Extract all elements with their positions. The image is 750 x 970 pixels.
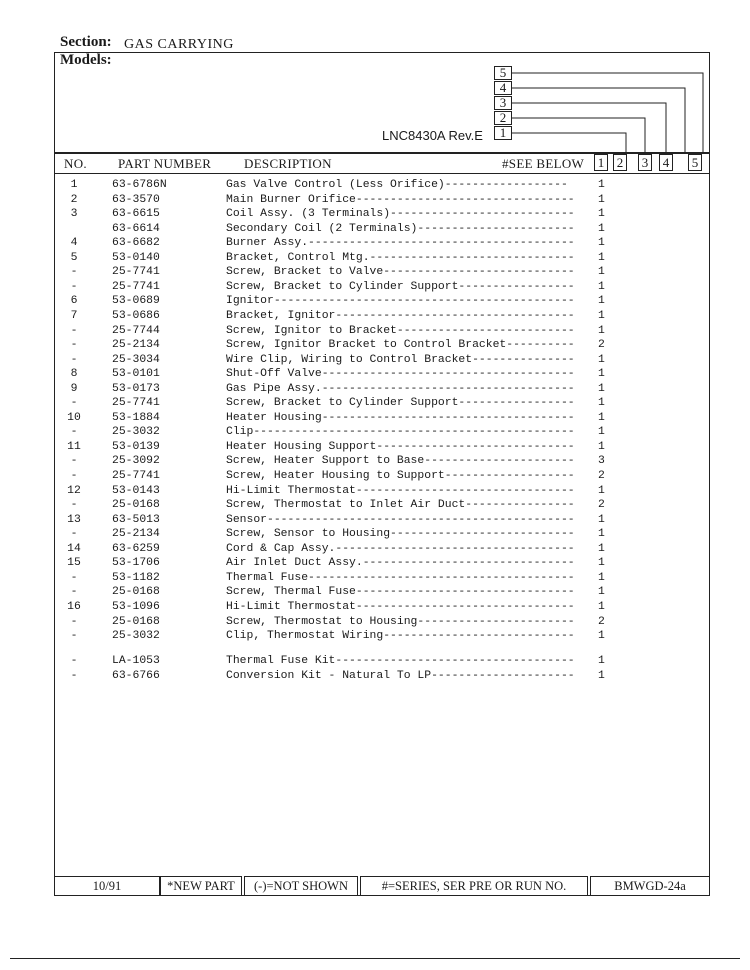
description: Cord & Cap Assy.----------------------------------- <box>226 542 575 555</box>
part-number: 53-1182 <box>112 571 160 584</box>
table-row <box>56 440 686 455</box>
part-number: 25-2134 <box>112 339 160 352</box>
item-number: - <box>70 470 78 482</box>
part-number: 25-7741 <box>112 280 160 293</box>
quantity: 1 <box>598 542 605 555</box>
table-row <box>56 251 686 266</box>
table-row <box>56 294 686 309</box>
table-row <box>56 556 686 571</box>
part-number: 25-2134 <box>112 528 160 541</box>
item-number: 12 <box>67 484 81 497</box>
item-number: - <box>70 615 78 628</box>
item-number: - <box>70 571 78 584</box>
part-number: 53-0689 <box>112 295 160 308</box>
description: Screw, Heater Housing to Support------------------- <box>226 470 575 482</box>
table-row <box>56 236 686 251</box>
quantity: 1 <box>598 484 605 497</box>
description: Thermal Fuse Kit----------------------------------- <box>226 655 575 667</box>
description: Screw, Thermostat to Inlet Air Duct---------------- <box>226 499 575 512</box>
item-number: 9 <box>70 382 78 395</box>
table-row <box>56 396 686 411</box>
part-number: 53-0101 <box>112 368 160 381</box>
variant-box-5: 5 <box>494 66 512 80</box>
quantity: 1 <box>598 353 605 366</box>
item-number: 1 <box>70 179 78 191</box>
description: Screw, Thermostat to Housing----------------------- <box>226 615 575 628</box>
description: Hi-Limit Thermostat-------------------------------- <box>226 600 575 613</box>
quantity: 1 <box>598 411 605 424</box>
part-number: 25-7741 <box>112 470 160 482</box>
footer-doc-code: BMWGD-24a <box>590 876 710 896</box>
item-number: - <box>70 528 78 541</box>
table-row <box>56 600 686 615</box>
footer-date: 10/91 <box>54 876 160 896</box>
description: Gas Valve Control (Less Orifice)------------------ <box>226 179 568 191</box>
item-number: - <box>70 630 78 643</box>
part-number: 53-0143 <box>112 484 160 497</box>
part-number: 53-0173 <box>112 382 160 395</box>
table-row <box>56 222 686 237</box>
item-number: 3 <box>70 208 78 221</box>
description: Screw, Heater Support to Base---------------------- <box>226 455 575 468</box>
description: Air Inlet Duct Assy.------------------------------- <box>226 557 575 570</box>
quantity: 1 <box>598 557 605 570</box>
quantity: 1 <box>598 426 605 439</box>
quantity: 1 <box>598 179 605 191</box>
part-number: 53-0139 <box>112 440 160 453</box>
description: Burner Assy.--------------------------------------- <box>226 237 575 250</box>
part-number: 25-7741 <box>112 266 160 279</box>
item-number: - <box>70 397 78 410</box>
description: Wire Clip, Wiring to Control Bracket--------------- <box>226 353 575 366</box>
part-number: 25-3034 <box>112 353 160 366</box>
description: Clip----------------------------------------------- <box>226 426 575 439</box>
item-number: 6 <box>70 295 78 308</box>
item-number: - <box>70 499 78 512</box>
col-part-number: PART NUMBER <box>118 156 212 171</box>
description: Thermal Fuse--------------------------------------- <box>226 571 575 584</box>
table-row <box>56 309 686 324</box>
footer-series-note: #=SERIES, SER PRE OR RUN NO. <box>360 876 588 896</box>
item-number: 13 <box>67 513 81 526</box>
description: Heater Housing------------------------------------- <box>226 411 575 424</box>
table-row <box>56 615 686 630</box>
series-box-2: 2 <box>613 154 627 171</box>
quantity: 1 <box>598 324 605 337</box>
quantity: 1 <box>598 309 605 322</box>
quantity: 1 <box>598 397 605 410</box>
part-number: 53-0140 <box>112 251 160 264</box>
page-bottom-rule <box>10 958 740 959</box>
quantity: 2 <box>598 470 605 482</box>
table-row <box>56 382 686 397</box>
table-row <box>56 324 686 339</box>
item-number: 14 <box>67 542 81 555</box>
description: Screw, Ignitor Bracket to Control Bracket---------- <box>226 339 575 352</box>
table-row <box>56 498 686 513</box>
table-row <box>56 454 686 469</box>
models-label: Models: <box>60 52 112 68</box>
part-number: 63-5013 <box>112 513 160 526</box>
table-row <box>56 513 686 528</box>
part-number: 53-1096 <box>112 600 160 613</box>
description: Bracket, Ignitor----------------------------------- <box>226 309 575 322</box>
item-number: - <box>70 353 78 366</box>
quantity: 1 <box>598 669 605 682</box>
description: Secondary Coil (2 Terminals)----------------------- <box>226 222 575 235</box>
series-box-3: 3 <box>638 154 652 171</box>
footer-not-shown: (-)=NOT SHOWN <box>244 876 358 896</box>
item-number: - <box>70 455 78 468</box>
description: Conversion Kit - Natural To LP--------------------- <box>226 669 575 682</box>
table-row <box>56 542 686 557</box>
col-description: DESCRIPTION <box>244 156 332 171</box>
table-row <box>56 411 686 426</box>
item-number: - <box>70 280 78 293</box>
item-number: - <box>70 586 78 599</box>
table-row <box>56 469 686 484</box>
description: Coil Assy. (3 Terminals)--------------------------- <box>226 208 575 221</box>
quantity: 1 <box>598 382 605 395</box>
part-number: 25-0168 <box>112 615 160 628</box>
table-row <box>56 571 686 586</box>
part-number: 25-7741 <box>112 397 160 410</box>
variant-box-3: 3 <box>494 96 512 110</box>
table-row <box>56 484 686 499</box>
variant-box-4: 4 <box>494 81 512 95</box>
part-number: 25-3092 <box>112 455 160 468</box>
variant-box-1: 1 <box>494 126 512 140</box>
part-number: 63-3570 <box>112 193 160 206</box>
description: Sensor--------------------------------------------- <box>226 513 575 526</box>
description: Shut-Off Valve------------------------------------- <box>226 368 575 381</box>
quantity: 1 <box>598 630 605 643</box>
quantity: 2 <box>598 499 605 512</box>
quantity: 1 <box>598 280 605 293</box>
quantity: 1 <box>598 295 605 308</box>
series-connector-lines <box>0 0 750 175</box>
part-number: 53-0686 <box>112 309 160 322</box>
description: Gas Pipe Assy.------------------------------------- <box>226 382 575 395</box>
part-number: 63-6259 <box>112 542 160 555</box>
part-number: 25-3032 <box>112 630 160 643</box>
series-box-1: 1 <box>594 154 608 171</box>
description: Ignitor-------------------------------------------- <box>226 295 575 308</box>
part-number: 63-6786N <box>112 179 167 191</box>
description: Bracket, Control Mtg.------------------------------ <box>226 251 575 264</box>
part-number: 25-3032 <box>112 426 160 439</box>
col-no: NO. <box>64 156 87 171</box>
quantity: 1 <box>598 528 605 541</box>
table-row <box>56 669 686 684</box>
variant-box-2: 2 <box>494 111 512 125</box>
item-number: 11 <box>67 440 81 453</box>
item-number: 10 <box>67 411 81 424</box>
item-number: 8 <box>70 368 78 381</box>
quantity: 1 <box>598 193 605 206</box>
quantity: 1 <box>598 237 605 250</box>
table-row <box>56 280 686 295</box>
description: Main Burner Orifice-------------------------------- <box>226 193 575 206</box>
table-row <box>56 585 686 600</box>
item-number: - <box>70 339 78 352</box>
part-number: 25-7744 <box>112 324 160 337</box>
quantity: 1 <box>598 208 605 221</box>
table-row <box>56 265 686 280</box>
table-row <box>56 193 686 208</box>
description: Screw, Bracket to Cylinder Support----------------- <box>226 280 575 293</box>
table-row <box>56 527 686 542</box>
item-number: 2 <box>70 193 78 206</box>
quantity: 2 <box>598 339 605 352</box>
part-number: 53-1706 <box>112 557 160 570</box>
part-number: 63-6615 <box>112 208 160 221</box>
table-row <box>56 654 686 669</box>
item-number: 15 <box>67 557 81 570</box>
item-number: 7 <box>70 309 78 322</box>
description: Hi-Limit Thermostat-------------------------------- <box>226 484 575 497</box>
quantity: 1 <box>598 586 605 599</box>
part-number: 53-1884 <box>112 411 160 424</box>
item-number: 4 <box>70 237 78 250</box>
quantity: 1 <box>598 222 605 235</box>
series-box-5: 5 <box>688 154 702 171</box>
part-number: 63-6682 <box>112 237 160 250</box>
part-number: LA-1053 <box>112 655 160 667</box>
table-row <box>56 367 686 382</box>
description: Screw, Bracket to Cylinder Support----------------- <box>226 397 575 410</box>
quantity: 1 <box>598 571 605 584</box>
item-number: - <box>70 266 78 279</box>
section-value: GAS CARRYING <box>124 37 234 52</box>
description: Screw, Sensor to Housing--------------------------- <box>226 528 575 541</box>
part-number: 63-6766 <box>112 669 160 682</box>
table-row <box>56 178 686 193</box>
description: Screw, Bracket to Valve---------------------------- <box>226 266 575 279</box>
quantity: 1 <box>598 251 605 264</box>
series-box-4: 4 <box>659 154 673 171</box>
quantity: 1 <box>598 368 605 381</box>
table-row <box>56 338 686 353</box>
quantity: 1 <box>598 266 605 279</box>
section-label: Section: <box>60 34 112 50</box>
table-row <box>56 629 686 644</box>
quantity: 1 <box>598 655 605 667</box>
part-number: 25-0168 <box>112 499 160 512</box>
description: Screw, Ignitor to Bracket-------------------------- <box>226 324 575 337</box>
table-row <box>56 207 686 222</box>
table-row <box>56 425 686 440</box>
item-number: 16 <box>67 600 81 613</box>
item-number: - <box>70 426 78 439</box>
quantity: 3 <box>598 455 605 468</box>
col-see-below: #SEE BELOW <box>502 156 585 171</box>
item-number: - <box>70 655 78 667</box>
item-number: - <box>70 324 78 337</box>
description: Screw, Thermal Fuse-------------------------------- <box>226 586 575 599</box>
quantity: 2 <box>598 615 605 628</box>
part-number: 25-0168 <box>112 586 160 599</box>
quantity: 1 <box>598 600 605 613</box>
part-number: 63-6614 <box>112 222 160 235</box>
quantity: 1 <box>598 513 605 526</box>
description: Heater Housing Support----------------------------- <box>226 440 575 453</box>
item-number: - <box>70 669 78 682</box>
item-number: 5 <box>70 251 78 264</box>
footer-new-part: *NEW PART <box>160 876 242 896</box>
quantity: 1 <box>598 440 605 453</box>
model-number: LNC8430A Rev.E <box>382 128 483 143</box>
table-row <box>56 353 686 368</box>
description: Clip, Thermostat Wiring---------------------------- <box>226 630 575 643</box>
